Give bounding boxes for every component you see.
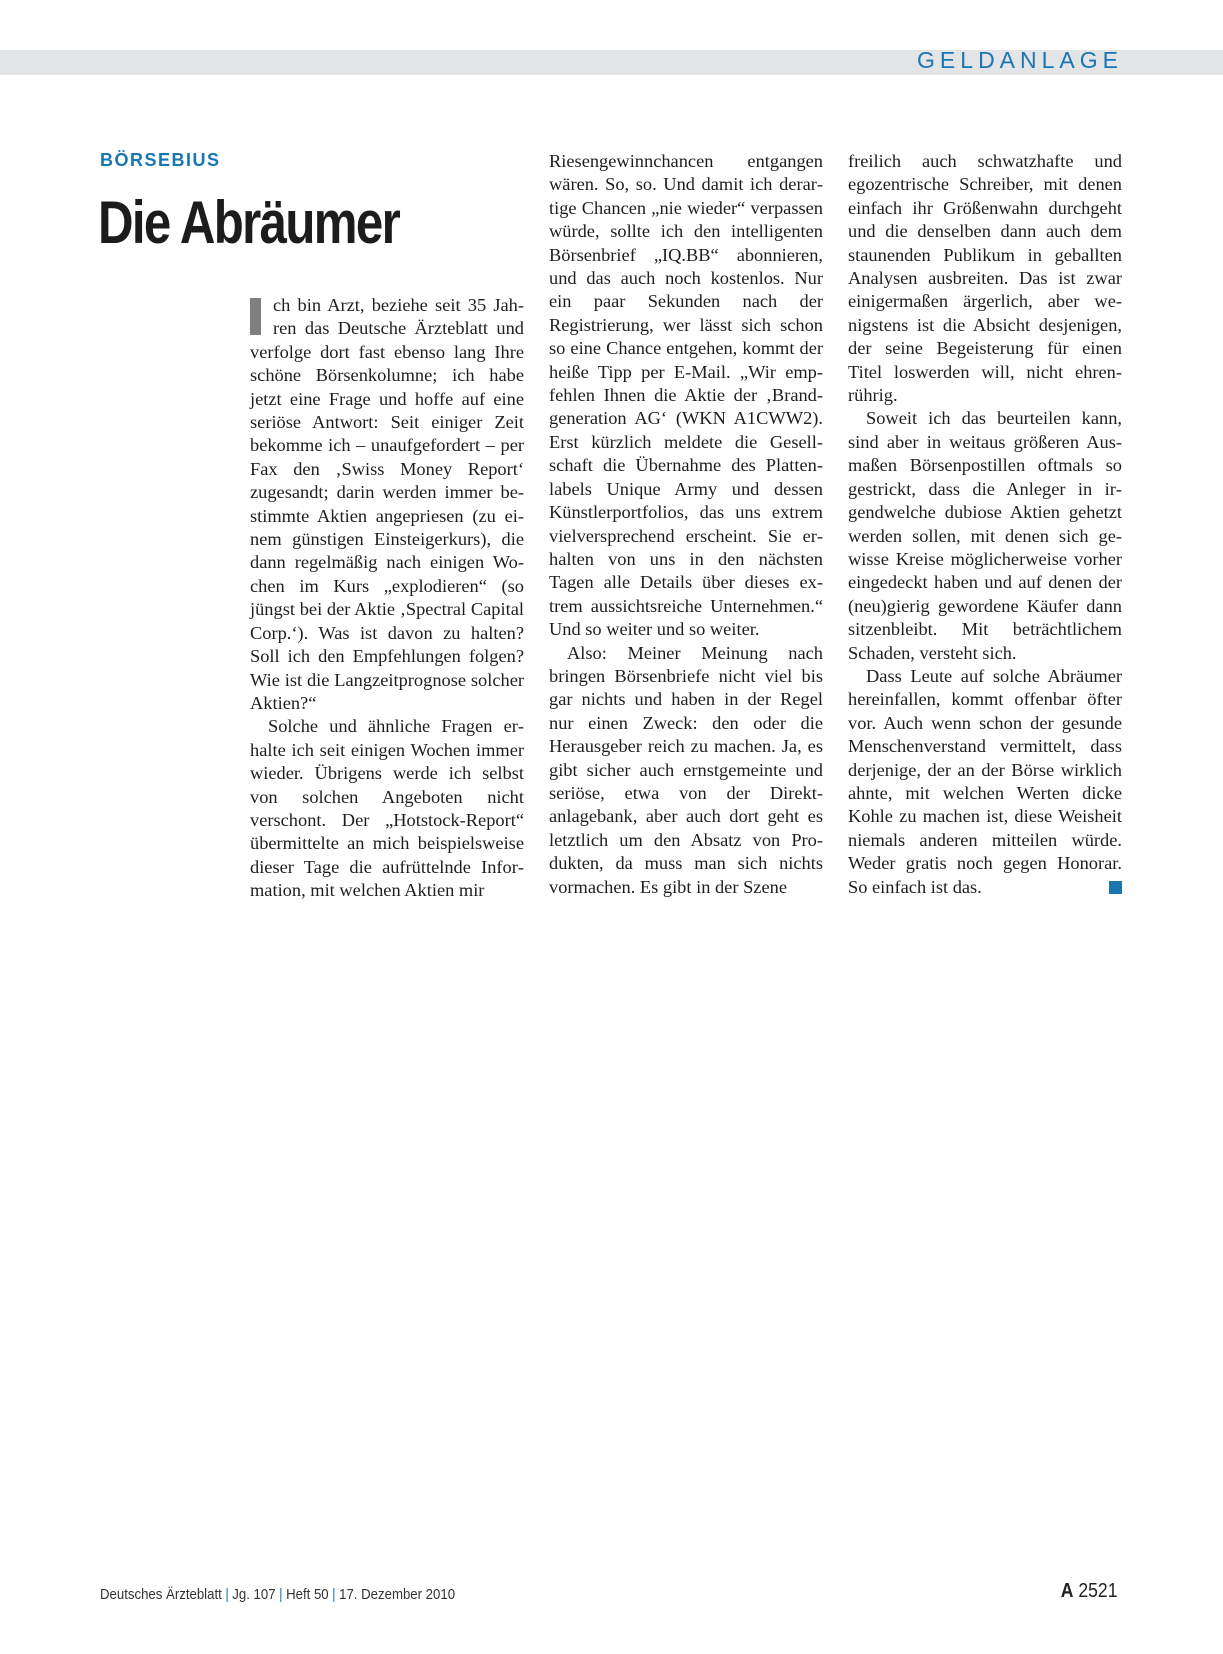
- article-paragraph: Solche und ähnliche Fragen erhalte ich seit einigen Wochen immer wieder. Übrigens werde ich selbst von solchen Angeboten nicht verschont. Der „Hotstock-Report“ übermittelte an mich beispielsweise dieser Tage die aufrüttelnde Information, mit welchen Aktien mir: [250, 716, 524, 901]
- footer-separator: |: [332, 1586, 336, 1603]
- journal-issue: Heft 50: [286, 1586, 329, 1603]
- article-paragraph: Riesengewinnchancen entgangen wären. So, so. Und damit ich derartige Chancen „nie wieder“ verpassen würde, sollte ich den intelligenten Börsenbrief „IQ.BB“ abonnieren, und das auch noch kostenlos. Nur ein paar Sekunden nach der Registrierung, wer lässt sich schon so eine Chance entgehen, kommt der heiße Tipp per E-Mail. „Wir empfehlen Ihnen die Aktie der ‚Brandgeneration AG‘ (WKN A1CWW2). Erst kürzlich meldete die Gesellschaft die Übernahme des Plattenlabels Unique Army und dessen Künstlerportfolios, das uns extrem vielversprechend erscheint. Sie erhalten von uns in den nächsten Tagen alle Details über dieses extrem aussichtsreiche Unternehmen.“ Und so weiter und so weiter.: [549, 151, 823, 640]
- article-kicker: BÖRSEBIUS: [100, 150, 221, 170]
- page-prefix: A: [1061, 1580, 1074, 1602]
- article-paragraph: freilich auch schwatzhafte und egozentrische Schreiber, mit denen einfach ihr Größenwahn durchgeht und die denselben dann auch dem staunenden Publikum in geballten Analysen ausbreiten. Das ist zwar einigermaßen ärgerlich, aber wenigstens ist die Absicht desjenigen, der seine Begeisterung für einen Titel loswerden will, nicht ehrenrührig.: [848, 151, 1122, 406]
- page-number-value: 2521: [1078, 1580, 1118, 1602]
- end-of-article-icon: [1109, 881, 1122, 894]
- footer-separator: |: [279, 1586, 283, 1603]
- page-number: [1061, 1580, 1118, 1603]
- article-column-3: [848, 150, 1122, 899]
- footer-separator: |: [225, 1586, 229, 1603]
- article-paragraph: Soweit ich das beurteilen kann, sind aber in weitaus größeren Ausmaßen Börsenpostillen oftmals so gestrickt, dass die Anleger in irgendwelche dubiose Aktien gehetzt werden sollen, mit denen sich gewisse Kreise möglicherweise vorher eingedeckt haben und auf denen der (neu)gierig gewordene Käufer dann sitzenbleibt. Mit beträchtlichem Schaden, versteht sich.: [848, 408, 1122, 663]
- article-paragraph: [250, 294, 524, 715]
- page-footer: [100, 1586, 455, 1603]
- journal-volume: Jg. 107: [232, 1586, 276, 1603]
- paragraph-text: ch bin Arzt, beziehe seit 35 Jahren das Deutsche Ärzteblatt und verfolge dort fast ebenso lang Ihre schöne Börsenkolumne; ich habe jetzt eine Frage und hoffe auf eine seriöse Antwort: Seit einiger Zeit bekomme ich – unaufgefordert – per Fax den ‚Swiss Money Report‘ zugesandt; darin werden immer bestimmte Aktien angepriesen (zu einem günstigen Einsteigerkurs), die dann regelmäßig nach einigen Wochen im Kurs „explodieren“ (so jüngst bei der Aktie ‚Spectral Capital Corp.‘). Was ist davon zu halten? Soll ich den Empfehlungen folgen? Wie ist die Langzeitprognose solcher Aktien?“: [250, 295, 524, 713]
- section-label: GELDANLAGE: [917, 47, 1123, 73]
- article-paragraph: Also: Meiner Meinung nach bringen Börsenbriefe nicht viel bis gar nichts und haben in der Regel nur einen Zweck: den oder die Herausgeber reich zu machen. Ja, es gibt sicher auch ernstgemeinte und seriöse, etwa von der Direktanlagebank, aber auch dort geht es letztlich um den Absatz von Produkten, da muss man sich nichts vormachen. Es gibt in der Szene: [549, 642, 823, 897]
- journal-name: Deutsches Ärzteblatt: [100, 1586, 222, 1603]
- drop-cap-bar: [250, 298, 261, 335]
- article-title: Die Abräumer: [98, 189, 400, 256]
- article-paragraph: [848, 665, 1122, 899]
- paragraph-text: Dass Leute auf solche Abräumer hereinfallen, kommt offenbar öfter vor. Auch wenn schon der gesunde Menschenverstand vermittelt, dass derjenige, der an der Börse wirklich ahnte, mit welchen Werten dicke Kohle zu machen ist, diese Weisheit niemals anderen mitteilen würde. Weder gratis noch gegen Honorar. So einfach ist das.: [848, 665, 1122, 897]
- issue-date: 17. Dezember 2010: [339, 1586, 456, 1603]
- article-column-2: [549, 150, 823, 899]
- article-column-1: [250, 294, 524, 903]
